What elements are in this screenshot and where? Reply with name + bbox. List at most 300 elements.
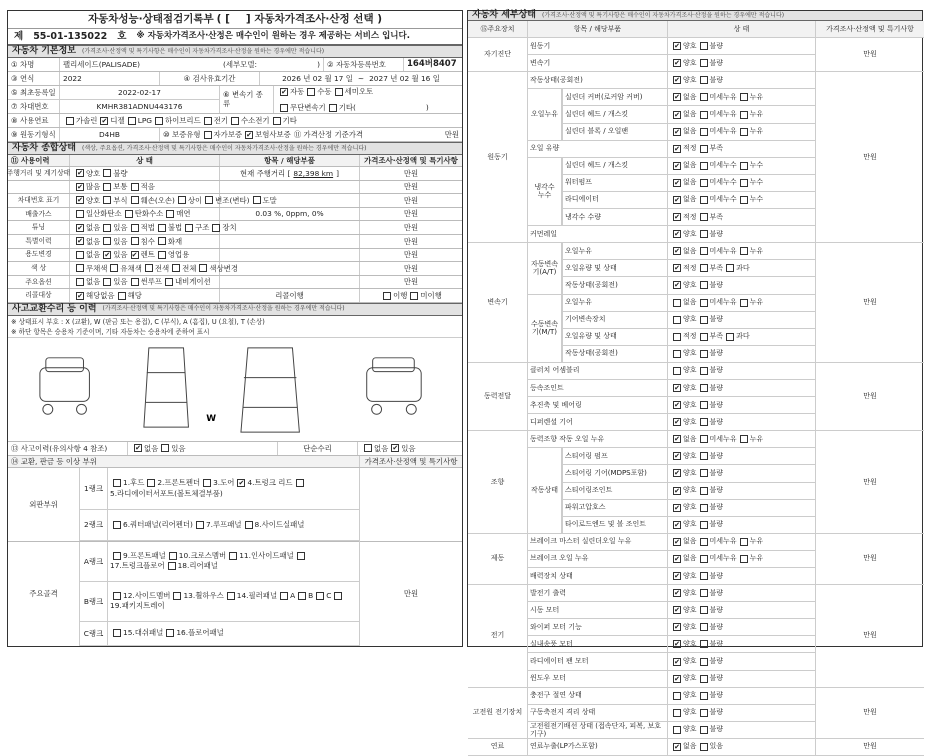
overall-opt-checkbox[interactable]: [158, 251, 166, 259]
status-opt-checkbox[interactable]: [673, 384, 681, 392]
status-opt-checkbox[interactable]: [700, 247, 708, 255]
detail-item: 발전기 출력: [528, 585, 668, 602]
fuel-etc-checkbox[interactable]: [273, 117, 281, 125]
overall-opt-checkbox[interactable]: [172, 264, 180, 272]
overall-opt-checkbox[interactable]: [131, 183, 139, 191]
status-opt-checkbox[interactable]: [700, 487, 708, 495]
fuel-hybrid-checkbox[interactable]: [155, 117, 163, 125]
overall-row-price: [360, 276, 462, 289]
status-opt-label: 양호: [683, 41, 697, 50]
overall-opt-checkbox[interactable]: [76, 237, 84, 245]
status-opt-checkbox[interactable]: [700, 264, 708, 272]
rank-label: A랭크: [80, 542, 108, 581]
status-opt-checkbox[interactable]: [673, 709, 681, 717]
status-opt-checkbox[interactable]: [673, 179, 681, 187]
status-opt-checkbox[interactable]: [673, 726, 681, 734]
overall-row-label: 리콜대상: [8, 289, 70, 302]
status-opt-label: 누유: [749, 537, 764, 546]
status-opt-checkbox[interactable]: [700, 93, 708, 101]
overall-opt-label: 일산화탄소: [86, 209, 122, 219]
overall-opt-checkbox[interactable]: [166, 210, 174, 218]
part-label: 12.사이드멤버: [123, 591, 171, 601]
status-opt-checkbox[interactable]: [700, 538, 708, 546]
overall-opt-label: 적음: [140, 182, 155, 192]
overall-row: [8, 167, 462, 181]
status-opt-label: 누유: [749, 110, 764, 119]
overall-row-status: [70, 289, 220, 302]
status-opt-checkbox[interactable]: [673, 606, 681, 614]
status-opt-checkbox[interactable]: [700, 572, 708, 580]
status-opt-checkbox[interactable]: [673, 213, 681, 221]
overall-opt-checkbox[interactable]: [131, 237, 139, 245]
detail-item: 실린더 커버(로커암 커버): [562, 89, 668, 106]
status-opt-checkbox[interactable]: [700, 692, 708, 700]
part-checkbox[interactable]: [297, 552, 305, 560]
overall-opt-checkbox[interactable]: [76, 210, 84, 218]
status-opt-checkbox[interactable]: [740, 247, 748, 255]
status-opt-checkbox[interactable]: [726, 333, 734, 341]
overall-row-price: [360, 194, 462, 207]
status-opt-checkbox[interactable]: [700, 555, 708, 563]
status-opt-checkbox[interactable]: [700, 281, 708, 289]
status-opt-checkbox[interactable]: [673, 418, 681, 426]
overall-opt-checkbox[interactable]: [110, 264, 118, 272]
status-opt-label: 누유: [749, 298, 764, 307]
detail-item: 디퍼렌셜 기어: [528, 414, 668, 431]
status-opt-checkbox[interactable]: [700, 401, 708, 409]
status-opt-checkbox[interactable]: [700, 76, 708, 84]
part-checkbox[interactable]: [166, 629, 174, 637]
sub-group: 수동변속기(M/T): [528, 295, 562, 363]
detail-item: 오일유량 및 상태: [562, 329, 668, 346]
status-opt-checkbox[interactable]: [673, 640, 681, 648]
detail-item: 냉각수 수량: [562, 209, 668, 226]
overall-opt-checkbox[interactable]: [158, 224, 166, 232]
status-opt-checkbox[interactable]: [700, 675, 708, 683]
status-opt-checkbox[interactable]: [700, 418, 708, 426]
status-opt-checkbox[interactable]: [673, 350, 681, 358]
status-opt-label: 적정: [683, 263, 697, 272]
status-opt-checkbox[interactable]: [700, 726, 708, 734]
overall-opt-checkbox[interactable]: [103, 251, 111, 259]
overall-opt-checkbox[interactable]: [165, 278, 173, 286]
status-opt-checkbox[interactable]: [673, 76, 681, 84]
repair-mark-w: W: [206, 414, 217, 425]
fuel-hydrogen-checkbox[interactable]: [231, 117, 239, 125]
part-checkbox[interactable]: [147, 479, 155, 487]
status-opt-checkbox[interactable]: [740, 93, 748, 101]
car-name[interactable]: 팰리세이드(PALISADE): [63, 59, 141, 69]
trans-manual-checkbox[interactable]: [307, 88, 315, 96]
status-opt-checkbox[interactable]: [700, 299, 708, 307]
status-opt-checkbox[interactable]: [673, 59, 681, 67]
status-opt-checkbox[interactable]: [673, 367, 681, 375]
hdr-item: 항목 / 해당부품: [528, 21, 668, 38]
status-opt-checkbox[interactable]: [740, 111, 748, 119]
hdr-price: 가격조사·산정액 및 특기사항: [816, 21, 924, 38]
car-diagram-svg: [8, 338, 462, 441]
detail-item: 작동상태(공회전): [528, 72, 668, 89]
status-opt-checkbox[interactable]: [673, 230, 681, 238]
rank-label: 2랭크: [80, 510, 108, 540]
part-checkbox[interactable]: [169, 552, 177, 560]
part-checkbox[interactable]: [168, 562, 176, 570]
status-opt-checkbox[interactable]: [673, 504, 681, 512]
detail-item: 클러치 어셈블리: [528, 363, 668, 380]
vin[interactable]: KMHR381ADNU443176: [96, 101, 183, 111]
status-opt-checkbox[interactable]: [740, 162, 748, 170]
detail-item: 스티어링 기어(MDPS포함): [562, 465, 668, 482]
overall-opt-label: 없음: [86, 277, 101, 287]
status-opt-checkbox[interactable]: [673, 145, 681, 153]
status-opt-checkbox[interactable]: [673, 316, 681, 324]
mileage-value[interactable]: 82,398 km: [293, 168, 334, 178]
rank-items: [108, 542, 359, 581]
overall-opt-checkbox[interactable]: [125, 210, 133, 218]
status-opt-checkbox[interactable]: [740, 538, 748, 546]
status-opt-label: 불량: [709, 41, 724, 50]
part-checkbox[interactable]: [296, 479, 304, 487]
status-opt-checkbox[interactable]: [700, 640, 708, 648]
detail-item: 기어변속장치: [562, 312, 668, 329]
part-checkbox[interactable]: [334, 592, 342, 600]
overall-opt-label: 해당없음: [86, 290, 115, 300]
status-opt-checkbox[interactable]: [673, 42, 681, 50]
overall-opt-checkbox[interactable]: [76, 264, 84, 272]
detail-status: [668, 585, 816, 602]
trans-cvt-checkbox[interactable]: [280, 104, 288, 112]
status-opt-checkbox[interactable]: [700, 350, 708, 358]
overall-opt-checkbox[interactable]: [76, 251, 84, 259]
detail-item: 스티어링 펌프: [562, 448, 668, 465]
part-checkbox[interactable]: [237, 479, 245, 487]
status-opt-checkbox[interactable]: [673, 333, 681, 341]
detail-status: [668, 295, 816, 312]
overall-row-detail: [220, 262, 360, 275]
overall-opt-checkbox[interactable]: [103, 169, 111, 177]
detail-item: 실내송풍 모터: [528, 636, 668, 653]
fuel-diesel-checkbox[interactable]: [100, 117, 108, 125]
part-checkbox[interactable]: [173, 592, 181, 600]
status-opt-checkbox[interactable]: [673, 264, 681, 272]
part-checkbox[interactable]: [298, 592, 306, 600]
reg-number[interactable]: 164버8407: [407, 59, 457, 70]
trans-semi-checkbox[interactable]: [335, 88, 343, 96]
trans-auto-checkbox[interactable]: [280, 88, 288, 96]
status-opt-label: 과다: [736, 263, 750, 272]
part-checkbox[interactable]: [113, 592, 121, 600]
overall-opt-checkbox[interactable]: [103, 237, 111, 245]
overall-opt-checkbox[interactable]: [76, 224, 84, 232]
overall-opt-checkbox[interactable]: [158, 237, 166, 245]
sub-group: 오일누유: [528, 89, 562, 140]
status-opt-checkbox[interactable]: [700, 709, 708, 717]
status-opt-label: 적정: [683, 332, 697, 341]
status-opt-checkbox[interactable]: [673, 487, 681, 495]
overall-opt-checkbox[interactable]: [145, 264, 153, 272]
overall-opt-checkbox[interactable]: [103, 278, 111, 286]
status-opt-label: 불량: [709, 520, 724, 529]
recall-opt-checkbox[interactable]: [410, 292, 418, 300]
part-checkbox[interactable]: [113, 552, 121, 560]
detail-status: [668, 483, 816, 500]
status-opt-label: 양호: [683, 657, 697, 666]
status-opt-label: 없음: [683, 195, 697, 204]
warranty-self-checkbox[interactable]: [204, 131, 212, 139]
status-opt-checkbox[interactable]: [673, 401, 681, 409]
status-opt-checkbox[interactable]: [740, 196, 748, 204]
group-name: 연료: [468, 739, 528, 756]
status-opt-checkbox[interactable]: [673, 572, 681, 580]
part-checkbox[interactable]: [113, 521, 121, 529]
recall-opt-checkbox[interactable]: [383, 292, 391, 300]
status-opt-checkbox[interactable]: [700, 658, 708, 666]
status-opt-label: 누수: [749, 178, 764, 187]
status-opt-label: 부족: [709, 263, 724, 272]
status-opt-checkbox[interactable]: [673, 196, 681, 204]
part-checkbox[interactable]: [196, 521, 204, 529]
overall-opt-checkbox[interactable]: [76, 292, 84, 300]
status-opt-label: 불량: [709, 503, 724, 512]
status-opt-checkbox[interactable]: [700, 469, 708, 477]
status-opt-checkbox[interactable]: [673, 111, 681, 119]
status-opt-checkbox[interactable]: [700, 42, 708, 50]
status-opt-label: 양호: [683, 417, 697, 426]
status-opt-label: 적정: [683, 144, 697, 153]
status-opt-checkbox[interactable]: [673, 162, 681, 170]
status-opt-checkbox[interactable]: [700, 179, 708, 187]
part-checkbox[interactable]: [227, 592, 235, 600]
status-opt-checkbox[interactable]: [673, 435, 681, 443]
overall-row-detail: [220, 289, 360, 302]
overall-opt-checkbox[interactable]: [131, 251, 139, 259]
part-checkbox[interactable]: [280, 592, 288, 600]
overall-row-status: [70, 262, 238, 275]
status-opt-checkbox[interactable]: [700, 59, 708, 67]
status-opt-label: 미세누수: [709, 178, 737, 187]
detail-status: [668, 551, 816, 568]
status-opt-label: 양호: [683, 639, 697, 648]
status-opt-checkbox[interactable]: [700, 213, 708, 221]
status-opt-checkbox[interactable]: [673, 247, 681, 255]
status-opt-checkbox[interactable]: [673, 281, 681, 289]
overall-opt-checkbox[interactable]: [131, 196, 139, 204]
status-opt-checkbox[interactable]: [700, 316, 708, 324]
overall-opt-label: 침수: [140, 236, 155, 246]
part-label: 6.쿼터패널(리어펜더): [123, 520, 193, 529]
status-opt-checkbox[interactable]: [700, 333, 708, 341]
right-panel: [467, 10, 923, 751]
status-opt-checkbox[interactable]: [673, 452, 681, 460]
status-opt-checkbox[interactable]: [673, 93, 681, 101]
overall-opt-label: 없음: [86, 250, 101, 260]
overall-row-status: [70, 181, 220, 194]
accident-yes-checkbox[interactable]: [161, 444, 169, 452]
overall-row-price: [360, 221, 462, 234]
status-opt-checkbox[interactable]: [740, 555, 748, 563]
status-opt-label: 부족: [709, 144, 724, 153]
part-checkbox[interactable]: [203, 479, 211, 487]
fuel-options: 가솔린 ✔ 디젤 LPG 하이브리드 전기 수소전기 기타: [60, 114, 462, 127]
status-opt-checkbox[interactable]: [673, 743, 681, 751]
detail-item: 라디에이터: [562, 192, 668, 209]
status-opt-label: 없음: [683, 434, 697, 443]
overall-opt-checkbox[interactable]: [199, 264, 207, 272]
overall-row-detail: [220, 235, 360, 248]
overall-opt-checkbox[interactable]: [103, 224, 111, 232]
fuel-electric-checkbox[interactable]: [204, 117, 212, 125]
detail-item: 작동상태(공회전): [562, 346, 668, 363]
overall-opt-label: 해당: [127, 290, 142, 300]
first-reg-date[interactable]: 2022-02-17: [60, 86, 219, 100]
overall-row-price: [360, 289, 462, 302]
status-opt-checkbox[interactable]: [700, 230, 708, 238]
status-opt-label: 양호: [683, 571, 697, 580]
parts-table: [8, 468, 462, 646]
status-opt-checkbox[interactable]: [740, 128, 748, 136]
status-opt-label: 미세누유: [709, 298, 737, 307]
overall-opt-checkbox[interactable]: [76, 169, 84, 177]
status-opt-checkbox[interactable]: [700, 145, 708, 153]
detail-status: [668, 346, 816, 363]
detail-status: [668, 209, 816, 226]
detail-item: 파워고압호스: [562, 500, 668, 517]
overall-row-detail: [220, 249, 360, 262]
status-opt-checkbox[interactable]: [673, 555, 681, 563]
status-opt-checkbox[interactable]: [700, 589, 708, 597]
status-opt-checkbox[interactable]: [673, 692, 681, 700]
group-price: 만원: [816, 72, 924, 243]
overall-opt-label: 있음: [113, 250, 128, 260]
model-year[interactable]: 2022: [60, 72, 160, 85]
status-opt-checkbox[interactable]: [740, 299, 748, 307]
status-opt-label: 미세누유: [709, 246, 737, 255]
status-opt-checkbox[interactable]: [673, 469, 681, 477]
overall-row-price: [360, 181, 462, 194]
overall-opt-checkbox[interactable]: [178, 196, 186, 204]
detail-status: [668, 277, 816, 294]
status-opt-checkbox[interactable]: [700, 128, 708, 136]
price-unit: 만원: [403, 182, 419, 192]
status-opt-checkbox[interactable]: [700, 743, 708, 751]
status-opt-checkbox[interactable]: [700, 606, 708, 614]
overall-opt-checkbox[interactable]: [76, 183, 84, 191]
detail-status: [668, 226, 816, 243]
status-opt-checkbox[interactable]: [700, 162, 708, 170]
status-opt-label: 양호: [683, 691, 697, 700]
fuel-gasoline-checkbox[interactable]: [66, 117, 74, 125]
hdr-main: ⑮주요장치: [468, 21, 528, 38]
accident-none-checkbox[interactable]: [134, 444, 142, 452]
overall-opt-checkbox[interactable]: [76, 196, 84, 204]
status-opt-checkbox[interactable]: [673, 675, 681, 683]
overall-row: [8, 289, 462, 303]
status-opt-checkbox[interactable]: [726, 264, 734, 272]
status-opt-label: 불량: [709, 366, 724, 375]
detail-item: 스티어링조인트: [562, 483, 668, 500]
form-title: 자동차성능·상태점검기록부 ( [ ] 자동차가격조사·산정 선택 ): [8, 11, 462, 29]
status-opt-checkbox[interactable]: [673, 658, 681, 666]
status-opt-checkbox[interactable]: [673, 521, 681, 529]
part-checkbox[interactable]: [245, 521, 253, 529]
status-opt-checkbox[interactable]: [700, 196, 708, 204]
status-opt-checkbox[interactable]: [673, 623, 681, 631]
status-opt-checkbox[interactable]: [673, 589, 681, 597]
overall-opt-label: 불법: [167, 222, 183, 232]
part-label: 10.크로스멤버: [178, 551, 227, 561]
fuel-lpg-checkbox[interactable]: [128, 117, 136, 125]
status-opt-checkbox[interactable]: [673, 128, 681, 136]
part-checkbox[interactable]: [316, 592, 324, 600]
status-opt-checkbox[interactable]: [700, 367, 708, 375]
part-checkbox[interactable]: [113, 479, 121, 487]
rank-row: [80, 510, 359, 541]
rank-row: [80, 468, 359, 510]
rank-row: [80, 622, 359, 646]
overall-row-label: 색 상: [8, 262, 70, 275]
status-opt-checkbox[interactable]: [700, 384, 708, 392]
part-label: 3.도어: [213, 478, 235, 488]
status-opt-checkbox[interactable]: [700, 111, 708, 119]
status-opt-label: 양호: [683, 486, 697, 495]
overall-row-price: [360, 167, 462, 180]
overall-opt-checkbox[interactable]: [103, 183, 111, 191]
status-opt-checkbox[interactable]: [740, 435, 748, 443]
status-opt-checkbox[interactable]: [673, 299, 681, 307]
status-opt-label: 불량: [709, 725, 724, 734]
motor-type[interactable]: D4HB: [60, 128, 160, 141]
status-opt-label: 불량: [709, 588, 724, 597]
overall-opt-checkbox[interactable]: [205, 196, 213, 204]
trans-etc-checkbox[interactable]: [329, 104, 337, 112]
detail-status: [668, 329, 816, 346]
status-opt-checkbox[interactable]: [700, 521, 708, 529]
part-checkbox[interactable]: [113, 629, 121, 637]
status-opt-label: 있음: [709, 742, 724, 751]
overall-opt-checkbox[interactable]: [131, 278, 139, 286]
overall-opt-checkbox[interactable]: [76, 278, 84, 286]
simple-repair-yes-checkbox[interactable]: [391, 444, 399, 452]
detail-item: 윈도우 모터: [528, 671, 668, 688]
overall-opt-checkbox[interactable]: [185, 224, 193, 232]
status-opt-label: 누유: [749, 434, 764, 443]
status-opt-checkbox[interactable]: [740, 179, 748, 187]
simple-repair-none-checkbox[interactable]: [364, 444, 372, 452]
status-opt-checkbox[interactable]: [700, 623, 708, 631]
car-front-view: [40, 358, 90, 414]
overall-opt-checkbox[interactable]: [118, 292, 126, 300]
detail-status: [668, 431, 816, 448]
group-price: 만원: [816, 688, 924, 739]
detail-item: 동력조향 작동 오일 누유: [528, 431, 668, 448]
status-opt-checkbox[interactable]: [700, 435, 708, 443]
overall-opt-checkbox[interactable]: [131, 224, 139, 232]
detail-item: 실린더 헤드 / 개스킷: [562, 106, 668, 123]
detail-item: 시동 모터: [528, 602, 668, 619]
status-opt-checkbox[interactable]: [700, 504, 708, 512]
status-opt-label: 미세누유: [709, 537, 737, 546]
part-checkbox[interactable]: [229, 552, 237, 560]
status-opt-checkbox[interactable]: [700, 452, 708, 460]
overall-opt-label: 많음: [86, 182, 101, 192]
overall-opt-checkbox[interactable]: [103, 196, 111, 204]
detail-item: 브레이크 마스터 실린더오일 누유: [528, 534, 668, 551]
overall-opt-label: 유채색: [120, 263, 142, 273]
warranty-insurance-checkbox[interactable]: [245, 131, 253, 139]
status-opt-label: 불량: [709, 280, 724, 289]
status-opt-checkbox[interactable]: [673, 538, 681, 546]
overall-opt-label: 렌트: [140, 250, 155, 260]
